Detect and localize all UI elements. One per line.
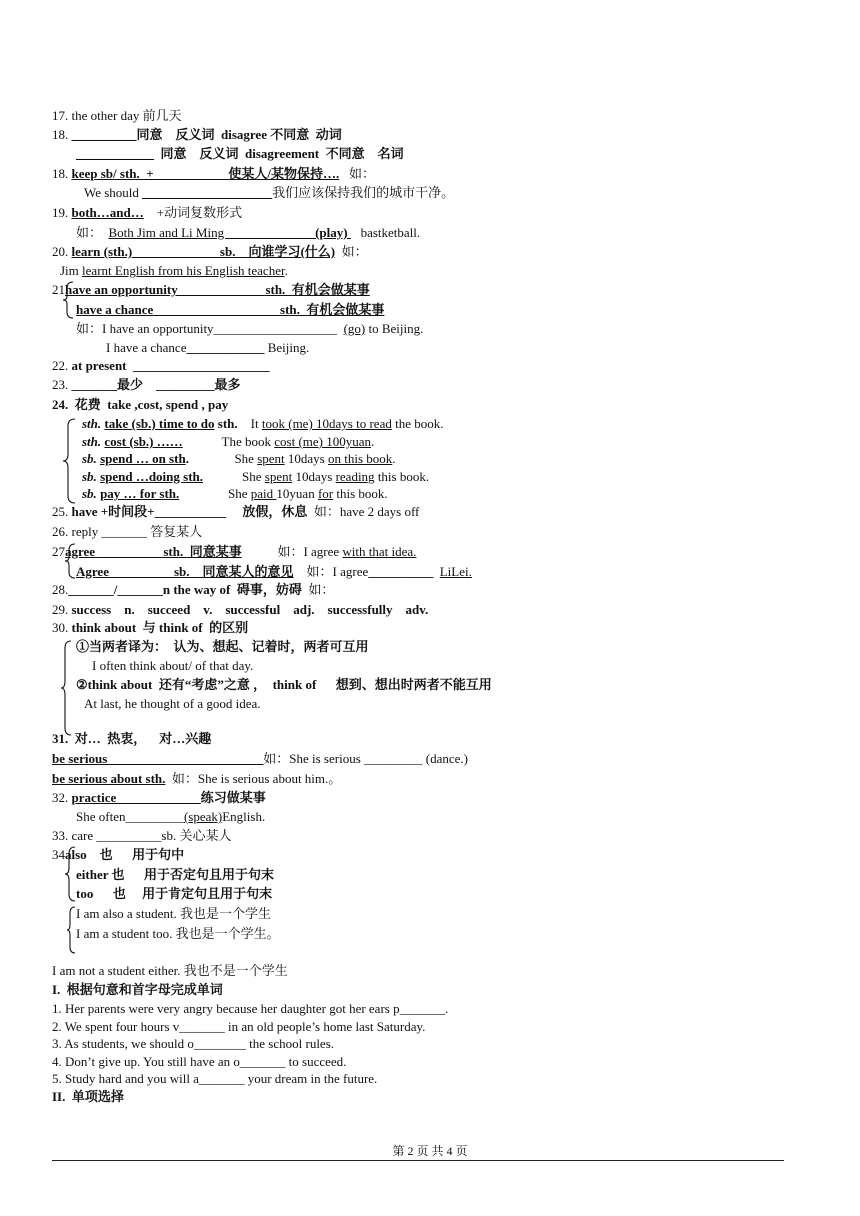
text-run: 如： (301, 582, 335, 597)
text-run: took (me) 10days to read (261, 416, 392, 431)
text-run: 如：I have an opportunity___________________ (76, 321, 344, 336)
entry-20 (52, 244, 368, 260)
text-run: . (371, 434, 375, 449)
entry-31-be-serious (52, 751, 468, 767)
text-run: 同意 反义词 disagree 不同意 动词 (136, 127, 342, 142)
text-run: practice ___________ (71, 790, 201, 805)
entry-31 (52, 731, 211, 747)
entry-34-too (76, 886, 272, 902)
text-run: this book. (374, 469, 430, 484)
text-run: spend …doing sth. (100, 469, 204, 484)
entry-19-example (76, 225, 420, 241)
exercise-4: 4. Don’t give up. You still have an o_______ to succeed. (52, 1054, 347, 1069)
text-run: (go) (343, 321, 366, 336)
text-run: English. (222, 809, 266, 824)
text-run: Both Jim and Li Ming _____________ (108, 225, 316, 240)
entry-30 (52, 620, 248, 636)
entry-32-example (76, 809, 265, 825)
entry-21-chance (76, 302, 384, 318)
text-run: 25. (52, 504, 72, 519)
entry-19 (52, 205, 242, 221)
text-run: 29. (52, 602, 72, 617)
text-run: spent (257, 451, 285, 466)
text-run: LiLei. (439, 564, 472, 579)
text-run: take (sb.) time to do (104, 416, 215, 431)
brace-30 (60, 640, 72, 736)
text-run: 10days (292, 469, 336, 484)
entry-34-either (76, 867, 274, 883)
text-run: 如：She is serious about him.。 (165, 771, 342, 786)
text-run: 10days (284, 451, 328, 466)
entry-23 (52, 377, 241, 393)
text-run: also 也 用于句中 (65, 847, 185, 862)
section-ii-heading (52, 1089, 124, 1105)
text-run: both…and… (71, 205, 144, 220)
entry-21-opportunity (52, 282, 370, 298)
entry-34-also (52, 847, 184, 863)
entry-27-agree-sb (76, 564, 472, 580)
entry-18-agreement (76, 146, 404, 162)
entry-24 (52, 397, 228, 413)
text-run: paid (250, 486, 277, 501)
text-run: _______/_______n the way of 碍事，妨碍 (68, 582, 302, 597)
text-run: ____________________ (142, 185, 273, 200)
text-run: 19. (52, 205, 72, 220)
text-run: 18. (52, 127, 72, 142)
text-run: ____________ (186, 340, 265, 355)
text-run: 22. (52, 358, 72, 373)
entry-24-spend-on (82, 451, 396, 467)
text-run: She (188, 451, 258, 466)
entry-20-example (60, 263, 288, 279)
entry-30-example-2: At last, he thought of a good idea. (84, 696, 261, 711)
text-run: sb. (82, 486, 97, 501)
text-run: __________ (71, 127, 137, 142)
text-run: II. 单项选择 (52, 1089, 124, 1104)
text-run: learnt English from his English teacher (82, 263, 285, 278)
entry-18-keep (52, 166, 375, 182)
text-run: The book (182, 434, 275, 449)
text-run: either 也 用于否定句且用于句末 (76, 867, 274, 882)
text-run: We should (84, 185, 143, 200)
entry-34-example-2: I am a student too. 我也是一个学生。 (76, 926, 280, 941)
entry-34-example-1: I am also a student. 我也是一个学生 (76, 906, 271, 921)
text-run: 31. 对… 热衷， 对…兴趣 (52, 731, 212, 746)
text-run: (speak) (183, 809, 223, 824)
text-run: on this book (327, 451, 393, 466)
brace-24 (62, 418, 76, 504)
text-run: be serious about sth. (52, 771, 166, 786)
text-run: +动词复数形式 (143, 205, 243, 220)
text-run: keep sb/ sth. +__________ 使某人/某物保持…. (71, 166, 340, 181)
entry-30-point-2 (76, 677, 492, 693)
text-run: 28. (52, 582, 69, 597)
brace-34-examples (66, 906, 76, 954)
text-run: think about 与 think of 的区别 (71, 620, 249, 635)
entry-25 (52, 504, 419, 520)
text-run: sth. (214, 416, 238, 431)
text-run: bastketball. (350, 225, 421, 240)
text-run: 30. (52, 620, 72, 635)
text-run: spend … on sth (100, 451, 186, 466)
text-run: learn (sth.) ____________ sb. 向谁学习(什么) (71, 244, 336, 259)
exercise-1: 1. Her parents were very angry because her daughter got her ears p_______. (52, 1001, 449, 1016)
text-run: at present _____________________ (71, 358, 270, 373)
text-run: with that idea. (342, 544, 417, 559)
text-run: 如：have 2 days off (307, 504, 420, 519)
exercise-3: 3. As students, we should o________ the school rules. (52, 1036, 335, 1051)
text-run: 如： (339, 166, 376, 181)
entry-32 (52, 790, 266, 806)
entry-28 (52, 582, 334, 598)
entry-31-be-serious-about (52, 771, 341, 787)
text-run: I have a chance (106, 340, 187, 355)
text-run: She (179, 486, 251, 501)
text-run: I. 根据句意和首字母完成单词 (52, 982, 223, 997)
entry-24-spend-doing (82, 469, 429, 485)
text-run: 我们应该保持我们的城市干净。 (272, 185, 455, 200)
text-run: this book. (333, 486, 388, 501)
text-run: sth. (82, 416, 102, 431)
text-run: Jim (60, 263, 83, 278)
text-run: cost (me) 100yuan (274, 434, 372, 449)
text-run: 32. (52, 790, 72, 805)
text-run: 如： (76, 225, 109, 240)
text-run: She (203, 469, 265, 484)
text-run: 如：I agree (293, 564, 369, 579)
exercise-5: 5. Study hard and you will a_______ your dream in the future. (52, 1071, 378, 1086)
entry-33: 33. care __________sb. 关心某人 (52, 828, 232, 843)
text-run: success n. succeed v. successful adj. successfully adv. (71, 602, 429, 617)
text-run: 21 (52, 282, 65, 297)
text-run: _______最少 _________最多 (71, 377, 241, 392)
section-i-heading (52, 982, 223, 998)
text-run: Beijing. (264, 340, 310, 355)
text-run: 如： (335, 244, 368, 259)
text-run: 10yuan (276, 486, 318, 501)
page-footer: 第 2 页 共 4 页 (392, 1144, 468, 1158)
text-run: to Beijing. (365, 321, 424, 336)
text-run: 23. (52, 377, 72, 392)
entry-27-agree-sth (52, 544, 416, 560)
text-run: cost (sb.) …… (104, 434, 183, 449)
text-run: 34 (52, 847, 65, 862)
text-run: 同意 反义词 disagreement 不同意 名词 (154, 146, 404, 161)
text-run: . (284, 263, 288, 278)
text-run: reading (335, 469, 375, 484)
entry-18-agree (52, 127, 342, 143)
entry-30-point-1 (76, 639, 369, 655)
text-run: for (317, 486, 334, 501)
text-run: agree _________ sth. 同意某事 (65, 544, 242, 559)
entry-30-example-1: I often think about/ of that day. (92, 658, 254, 673)
text-run: 24. 花费 take ,cost, spend , pay (52, 397, 229, 412)
text-run: spent (264, 469, 293, 484)
text-run: ①当两者译为： 认为、想起、记着时，两者可互用 (76, 639, 369, 654)
text-run: ②think about 还有“考虑”之意 ， think of 想到、想出时两者不能互用 (76, 677, 492, 692)
entry-29 (52, 602, 428, 618)
text-run: 如：She is serious _________ (dance.) (263, 751, 468, 766)
text-run: It (237, 416, 262, 431)
text-run: Agree _________sb. 同意某人的意见 (76, 564, 294, 579)
text-run: (play) (315, 225, 351, 240)
entry-18-example (84, 185, 454, 201)
text-run: the book. (391, 416, 444, 431)
text-run: sb. (82, 451, 97, 466)
footer-rule (52, 1160, 784, 1161)
text-run: too 也 用于肯定句且用于句末 (76, 886, 273, 901)
entry-34-example-3: I am not a student either. 我也不是一个学生 (52, 963, 288, 978)
entry-24-take (82, 416, 443, 432)
text-run: ____________ (76, 146, 154, 161)
text-run: . (392, 451, 396, 466)
entry-21-example-2 (106, 340, 309, 356)
text-run: 18. (52, 166, 72, 181)
entry-24-cost (82, 434, 374, 450)
entry-22 (52, 358, 270, 374)
entry-21-example-1 (76, 321, 423, 337)
text-run: sth. (82, 434, 102, 449)
text-run: __________ (368, 564, 434, 579)
entry-26: 26. reply _______ 答复某人 (52, 524, 203, 539)
text-run: sb. (82, 469, 97, 484)
entry-17: 17. the other day 前几天 (52, 108, 182, 123)
text-run: 练习做某事 (200, 790, 266, 805)
text-run: have +时间段+___________ 放假，休息 (71, 504, 308, 519)
text-run: 20. (52, 244, 72, 259)
text-run: 27 (52, 544, 65, 559)
exercise-2: 2. We spent four hours v_______ in an old people’s home last Saturday. (52, 1019, 426, 1034)
text-run: She often_________ (76, 809, 184, 824)
text-run: 如：I agree (241, 544, 343, 559)
entry-24-pay (82, 486, 388, 502)
text-run: pay … for sth. (100, 486, 180, 501)
text-run: have a chance __________________ sth. 有机会做某事 (76, 302, 385, 317)
text-run: have an opportunity ____________ sth. 有机会做某事 (65, 282, 370, 297)
text-run: . (185, 451, 189, 466)
text-run: be serious _______________________ (52, 751, 264, 766)
